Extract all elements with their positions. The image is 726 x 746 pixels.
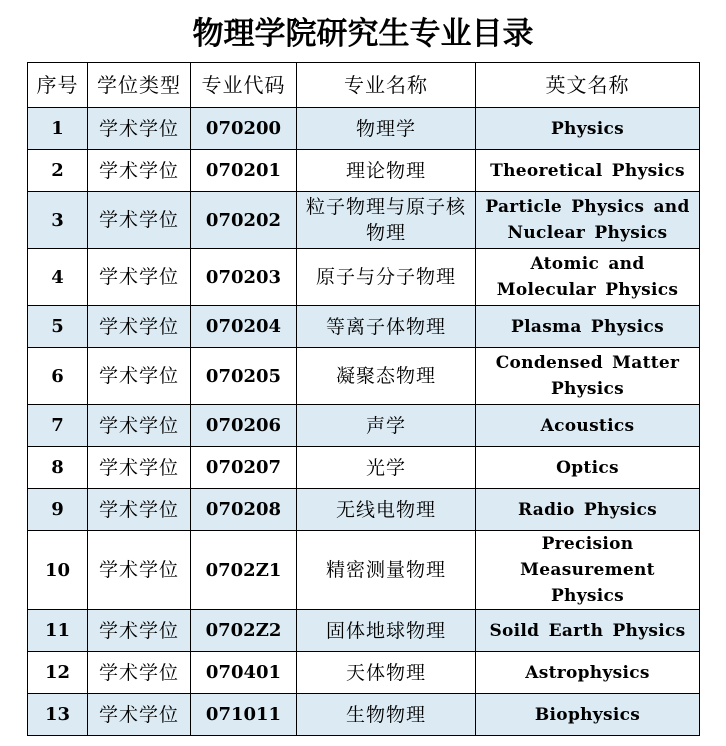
row-code: 070401 bbox=[191, 652, 297, 694]
row-english-name: Radio Physics bbox=[476, 489, 700, 531]
row-code: 0702Z2 bbox=[191, 610, 297, 652]
row-code: 070200 bbox=[191, 108, 297, 150]
table-row bbox=[28, 405, 700, 447]
table-row bbox=[28, 610, 700, 652]
row-name: 光学 bbox=[297, 447, 476, 489]
row-degree-type: 学术学位 bbox=[88, 531, 191, 610]
major-catalog-table bbox=[27, 62, 700, 736]
table-row bbox=[28, 447, 700, 489]
row-name: 精密测量物理 bbox=[297, 531, 476, 610]
row-code: 071011 bbox=[191, 694, 297, 736]
row-degree-type: 学术学位 bbox=[88, 150, 191, 192]
row-english-name: Physics bbox=[476, 108, 700, 150]
row-english-name: Condensed Matter Physics bbox=[476, 348, 700, 405]
table-row bbox=[28, 652, 700, 694]
row-no: 4 bbox=[28, 249, 88, 306]
row-degree-type: 学术学位 bbox=[88, 447, 191, 489]
table-header-row bbox=[28, 63, 700, 108]
row-degree-type: 学术学位 bbox=[88, 306, 191, 348]
row-no: 10 bbox=[28, 531, 88, 610]
row-no: 13 bbox=[28, 694, 88, 736]
row-name: 等离子体物理 bbox=[297, 306, 476, 348]
row-name: 天体物理 bbox=[297, 652, 476, 694]
row-degree-type: 学术学位 bbox=[88, 694, 191, 736]
row-name: 原子与分子物理 bbox=[297, 249, 476, 306]
row-no: 7 bbox=[28, 405, 88, 447]
row-name: 生物物理 bbox=[297, 694, 476, 736]
table-row bbox=[28, 531, 700, 610]
row-degree-type: 学术学位 bbox=[88, 108, 191, 150]
table-row bbox=[28, 306, 700, 348]
row-degree-type: 学术学位 bbox=[88, 610, 191, 652]
row-no: 2 bbox=[28, 150, 88, 192]
table-row bbox=[28, 694, 700, 736]
row-degree-type: 学术学位 bbox=[88, 348, 191, 405]
row-name: 无线电物理 bbox=[297, 489, 476, 531]
row-code: 070205 bbox=[191, 348, 297, 405]
row-no: 11 bbox=[28, 610, 88, 652]
row-name: 粒子物理与原子核物理 bbox=[297, 192, 476, 249]
row-no: 8 bbox=[28, 447, 88, 489]
table-row bbox=[28, 150, 700, 192]
column-header-degree-type: 学位类型 bbox=[88, 63, 191, 108]
row-degree-type: 学术学位 bbox=[88, 489, 191, 531]
table-row bbox=[28, 348, 700, 405]
row-code: 070207 bbox=[191, 447, 297, 489]
row-code: 070206 bbox=[191, 405, 297, 447]
column-header-english-name: 英文名称 bbox=[476, 63, 700, 108]
row-english-name: Precision Measurement Physics bbox=[476, 531, 700, 610]
table-row bbox=[28, 489, 700, 531]
row-english-name: Optics bbox=[476, 447, 700, 489]
row-english-name: Theoretical Physics bbox=[476, 150, 700, 192]
table-row bbox=[28, 192, 700, 249]
row-english-name: Biophysics bbox=[476, 694, 700, 736]
row-code: 070204 bbox=[191, 306, 297, 348]
row-name: 物理学 bbox=[297, 108, 476, 150]
row-english-name: Atomic and Molecular Physics bbox=[476, 249, 700, 306]
row-no: 6 bbox=[28, 348, 88, 405]
row-no: 1 bbox=[28, 108, 88, 150]
row-degree-type: 学术学位 bbox=[88, 652, 191, 694]
row-no: 12 bbox=[28, 652, 88, 694]
row-code: 070208 bbox=[191, 489, 297, 531]
column-header-no: 序号 bbox=[28, 63, 88, 108]
row-name: 固体地球物理 bbox=[297, 610, 476, 652]
row-code: 0702Z1 bbox=[191, 531, 297, 610]
row-code: 070203 bbox=[191, 249, 297, 306]
row-name: 声学 bbox=[297, 405, 476, 447]
row-degree-type: 学术学位 bbox=[88, 192, 191, 249]
row-name: 理论物理 bbox=[297, 150, 476, 192]
row-english-name: Astrophysics bbox=[476, 652, 700, 694]
column-header-code: 专业代码 bbox=[191, 63, 297, 108]
table-row bbox=[28, 108, 700, 150]
table-row bbox=[28, 249, 700, 306]
page-title: 物理学院研究生专业目录 bbox=[192, 16, 534, 52]
row-no: 5 bbox=[28, 306, 88, 348]
row-degree-type: 学术学位 bbox=[88, 249, 191, 306]
row-no: 3 bbox=[28, 192, 88, 249]
row-code: 070201 bbox=[191, 150, 297, 192]
row-english-name: Soild Earth Physics bbox=[476, 610, 700, 652]
row-english-name: Plasma Physics bbox=[476, 306, 700, 348]
row-english-name: Particle Physics and Nuclear Physics bbox=[476, 192, 700, 249]
row-degree-type: 学术学位 bbox=[88, 405, 191, 447]
row-no: 9 bbox=[28, 489, 88, 531]
row-name: 凝聚态物理 bbox=[297, 348, 476, 405]
column-header-name: 专业名称 bbox=[297, 63, 476, 108]
row-code: 070202 bbox=[191, 192, 297, 249]
row-english-name: Acoustics bbox=[476, 405, 700, 447]
